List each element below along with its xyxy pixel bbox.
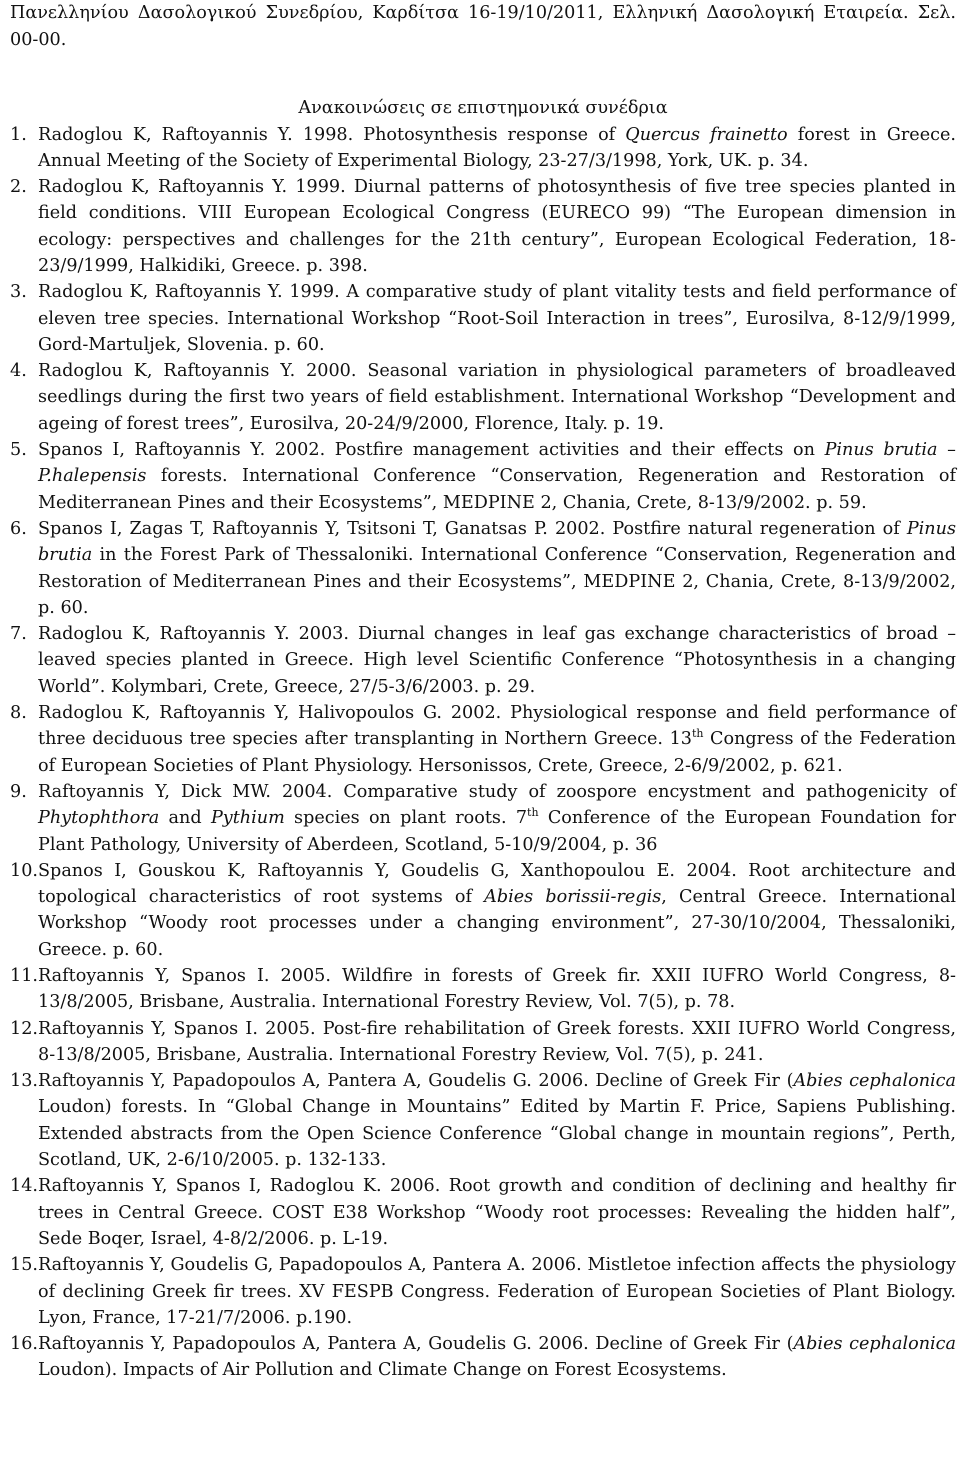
reference-text (38, 437, 956, 516)
reference-text-segment: forests. International Conference “Conservation, Regeneration and Restoration of Mediterranean Pines and their Ecosystems”, MEDPINE 2, Chania, Crete, 8-13/9/2002. p. 59. (38, 466, 956, 513)
source-citation-line: Πανελληνίου Δασολογικού Συνεδρίου, Καρδίτσα 16-19/10/2011, Ελληνική Δασολογική Εταιρεία. Σελ. 00-00. (10, 3, 956, 50)
reference-item (10, 516, 956, 621)
reference-item (10, 358, 956, 437)
reference-text (38, 700, 956, 779)
reference-text (38, 1173, 956, 1252)
reference-text-segment: Raftoyannis Y, Papadopoulos A, Pantera A, Goudelis G. 2006. Decline of Greek Fir ( (38, 1071, 794, 1092)
reference-item (10, 700, 956, 779)
reference-text (38, 858, 956, 963)
species-name-italic: Phytophthora (38, 808, 160, 829)
reference-text-segment: Radoglou K, Raftoyannis Y, Halivopoulos G. 2002. Physiological response and field performance of three deciduous tree species after transplanting in Northern Greece. 13 (38, 703, 956, 750)
reference-number: 13. (10, 1071, 38, 1092)
reference-item (10, 1252, 956, 1331)
reference-number: 10. (10, 860, 38, 881)
reference-item (10, 1173, 956, 1252)
reference-item (10, 122, 956, 175)
reference-text-segment: , Central Greece. International Workshop “Woody root processes under a changing environment”, 27-30/10/2004, Thessaloniki, Greece. p. 60. (38, 887, 956, 960)
reference-text-segment: Radoglou K, Raftoyannis Y. 1999. Diurnal patterns of photosynthesis of five tree species planted in field conditions. VIII European Ecological Congress (EURECO 99) “The European dimension in ecology: perspectives and challenges for the 21th century”, European Ecological Federation, 18-23/9/1999, Halkidiki, Greece. p. 398. (38, 177, 956, 276)
species-name-italic: Pythium (210, 808, 285, 829)
reference-text-segment: Conference of the European Foundation for Plant Pathology, University of Aberdeen, Scotland, 5-10/9/2004, p. 36 (38, 808, 956, 855)
reference-text (38, 1016, 956, 1069)
reference-number: 8. (10, 703, 27, 724)
reference-text-segment: in the Forest Park of Thessaloniki. International Conference “Conservation, Regeneration and Restoration of Mediterranean Pines and their Ecosystems”, MEDPINE 2, Chania, Crete, 8-13/9/2002, p. 60. (38, 545, 956, 618)
reference-text (38, 963, 956, 1016)
species-name-italic: Abies cephalonica (793, 1071, 957, 1092)
reference-text-segment: Raftoyannis Y, Papadopoulos A, Pantera A, Goudelis G. 2006. Decline of Greek Fir ( (38, 1334, 794, 1355)
reference-number: 5. (10, 440, 27, 461)
species-name-italic: Abies cephalonica (793, 1334, 957, 1355)
section-title: Ανακοινώσεις σε επιστημονικά συνέδρια (298, 98, 668, 118)
reference-text (38, 174, 956, 279)
reference-text-segment: Congress of the Federation of European Societies of Plant Physiology. Hersonissos, Crete, Greece, 2-6/9/2002, p. 621. (38, 729, 956, 776)
reference-item (10, 621, 956, 700)
reference-text (38, 621, 956, 700)
reference-number: 14. (10, 1176, 38, 1197)
reference-item (10, 174, 956, 279)
reference-number: 2. (10, 177, 27, 198)
reference-item (10, 963, 956, 1016)
reference-text (38, 1068, 956, 1173)
reference-number: 11. (10, 966, 38, 986)
reference-text-segment: Loudon) forests. In “Global Change in Mountains” Edited by Martin F. Price, Sapiens Publishing. Extended abstracts from the Open Science Conference “Global change in mountain regions”, Perth, Scotland, UK, 2-6/10/2005. p. 132-133. (38, 1097, 956, 1171)
reference-text-segment: Radoglou K, Raftoyannis Y. 2000. Seasonal variation in physiological parameters of broadleaved seedlings during the first two years of field establishment. International Workshop “Development and ageing of forest trees”, Eurosilva, 20-24/9/2000, Florence, Italy. p. 19. (38, 361, 956, 434)
reference-item (10, 779, 956, 858)
reference-text-segment: and (159, 808, 211, 829)
reference-number: 1. (10, 124, 27, 145)
species-name-italic: P.halepensis (38, 466, 147, 487)
reference-text-segment: species on plant roots. 7 (284, 808, 528, 829)
reference-text (38, 279, 956, 358)
reference-item (10, 1016, 956, 1069)
reference-text-segment: Raftoyannis Y, Spanos I, Radoglou K. 2006. Root growth and condition of declining and healthy fir trees in Central Greece. COST E38 Workshop “Woody root processes: Revealing the hidden half”, Sede Boqer, Israel, 4-8/2/2006. p. L-19. (38, 1176, 956, 1249)
reference-text-segment: Spanos I, Raftoyannis Y. 2002. Postfire management activities and their effects on (38, 440, 825, 461)
reference-number: 12. (10, 1018, 38, 1039)
species-name-italic: Pinus brutia (824, 440, 938, 461)
reference-text (38, 122, 956, 175)
reference-number: 15. (10, 1255, 38, 1276)
reference-number: 9. (10, 781, 27, 802)
species-name-italic: Pinus brutia (38, 518, 956, 566)
reference-text (38, 1331, 956, 1384)
reference-number: 6. (10, 518, 27, 539)
reference-text-segment: forest in Greece. Annual Meeting of the Society of Experimental Biology, 23-27/3/1998, York, UK. p. 34. (38, 124, 956, 171)
reference-number: 3. (10, 282, 27, 303)
reference-list (10, 122, 956, 1384)
reference-text-segment: Radoglou K, Raftoyannis Y. 2003. Diurnal changes in leaf gas exchange characteristics of broad – leaved species planted in Greece. High level Scientific Conference “Photosynthesis in a changing World”. Kolymbari, Crete, Greece, 27/5-3/6/2003. p. 29. (38, 624, 956, 697)
reference-text-segment: Spanos I, Zagas T, Raftoyannis Y, Tsitsoni T, Ganatsas P. 2002. Postfire natural regeneration of (38, 518, 907, 539)
species-name-italic: Abies borissii-regis (484, 887, 662, 908)
reference-text-segment: Loudon). Impacts of Air Pollution and Climate Change on Forest Ecosystems. (38, 1360, 727, 1381)
reference-text (38, 516, 956, 621)
reference-item (10, 858, 956, 963)
reference-number: 16. (10, 1334, 38, 1355)
reference-text-segment: Spanos I, Gouskou K, Raftoyannis Y, Goudelis G, Xanthopoulou E. 2004. Root architecture and topological characteristics of root systems of (38, 860, 956, 908)
reference-text-segment: Raftoyannis Y, Dick MW. 2004. Comparative study of zoospore encystment and pathogenicity of (38, 781, 956, 802)
reference-number: 7. (10, 624, 27, 645)
reference-item (10, 279, 956, 358)
reference-text (38, 358, 956, 437)
reference-text-segment: Radoglou K, Raftoyannis Y. 1998. Photosynthesis response of (38, 124, 626, 145)
reference-text-segment: – (937, 440, 956, 461)
reference-text-segment: Raftoyannis Y, Goudelis G, Papadopoulos A, Pantera A. 2006. Mistletoe infection affects the physiology of declining Greek fir trees. XV FESPB Congress. Federation of European Societies of Plant Biology. Lyon, France, 17-21/7/2006. p.190. (38, 1255, 956, 1328)
ordinal-superscript: th (691, 727, 704, 741)
reference-text-segment: Radoglou K, Raftoyannis Y. 1999. A comparative study of plant vitality tests and field performance of eleven tree species. International Workshop “Root-Soil Interaction in trees”, Eurosilva, 8-12/9/1999, Gord-Martuljek, Slovenia. p. 60. (38, 282, 956, 355)
ordinal-superscript: th (527, 806, 539, 820)
reference-item (10, 1068, 956, 1173)
reference-text-segment: Raftoyannis Y, Spanos I. 2005. Wildfire in forests of Greek fir. XXII IUFRO World Congress, 8-13/8/2005, Brisbane, Australia. International Forestry Review, Vol. 7(5), p. 78. (38, 966, 956, 1013)
species-name-italic: Quercus frainetto (625, 124, 788, 145)
reference-text (38, 779, 956, 858)
reference-item (10, 1331, 956, 1384)
reference-text-segment: Raftoyannis Y, Spanos I. 2005. Post-fire rehabilitation of Greek forests. XXII IUFRO World Congress, 8-13/8/2005, Brisbane, Australia. International Forestry Review, Vol. 7(5), p. 241. (38, 1018, 956, 1065)
reference-text (38, 1252, 956, 1331)
reference-item (10, 437, 956, 516)
reference-number: 4. (10, 361, 27, 382)
